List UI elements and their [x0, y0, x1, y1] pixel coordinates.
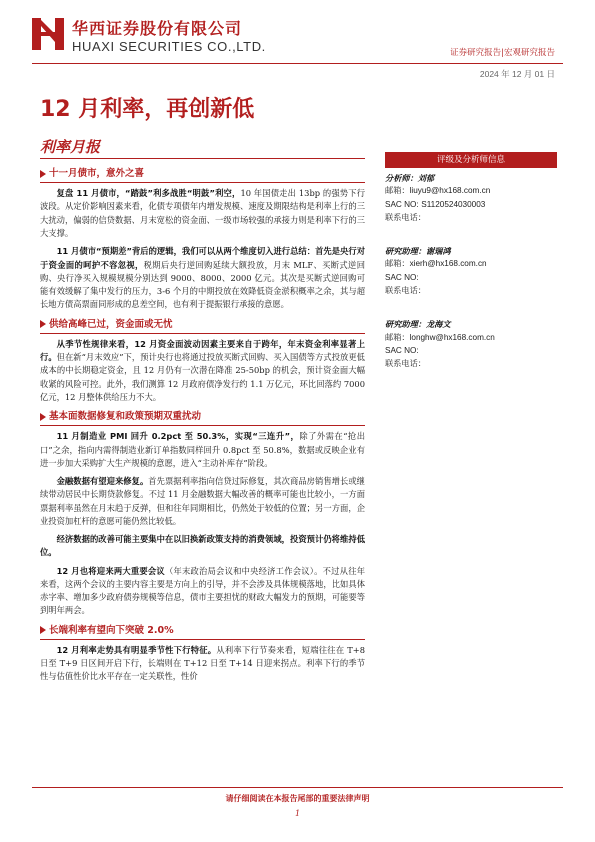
report-body [40, 163, 365, 689]
triangle-bullet-icon [40, 320, 46, 328]
footer-divider [32, 787, 563, 788]
analyst-name: 分析师：刘郁 [385, 173, 435, 183]
paragraph: 11 月债市“预期差”背后的逻辑，我们可以从两个维度切入进行总结：首先是央行对于资金面的呵护不容忽视，税期后央行逆回购延续大额投放，月末 MLF、买断式逆回购、央行净买入规模规模分别达到 9000、8000、2000 亿元。其次是买断式逆回购可能有效缓解了集中发行的压力，3-6 个月的中期投放在效降低资金淤积概率之余，其与超长地方债高票面同形成的息差空间，也有利于提振银行承接的意愿。 [40, 246, 365, 310]
analyst-card: 分析师：刘郁 邮箱：liuyu9@hx168.com.cn SAC NO: S1120524030003 联系电话： [385, 172, 557, 223]
page-number: 1 [294, 809, 301, 818]
section-title: 基本面数据修复和政策预期双重扰动 [40, 409, 365, 426]
company-name-en: HUAXI SECURITIES CO.,LTD. [72, 39, 266, 54]
header-divider [32, 63, 563, 64]
subtitle-divider [40, 158, 365, 159]
legal-disclaimer: 请仔细阅读在本报告尾部的重要法律声明 [225, 793, 370, 803]
paragraph: 经济数据的改善可能主要集中在以旧换新政策支持的消费领域，投资预计仍将维持低位。 [40, 534, 365, 558]
report-subtitle: 利率月报 [40, 138, 101, 156]
analyst-card: 研究助理：龙海文 邮箱：longhw@hx168.com.cn SAC NO: 联系电话： [385, 318, 557, 369]
analyst-card: 研究助理：谢瑞鸿 邮箱：xierh@hx168.com.cn SAC NO: 联系电话： [385, 245, 557, 296]
analyst-email[interactable]: longhw@hx168.com.cn [409, 332, 495, 342]
section-title: 十一月债市，意外之喜 [40, 166, 365, 183]
report-title: 12 月利率，再创新低 [40, 97, 255, 122]
analyst-email[interactable]: liuyu9@hx168.com.cn [409, 186, 491, 196]
section-title: 供给高峰已过，资金面或无忧 [40, 317, 365, 334]
report-date: 2024 年 12 月 01 日 [479, 69, 555, 79]
report-type: 证券研究报告|宏观研究报告 [450, 48, 555, 58]
triangle-bullet-icon [40, 626, 46, 634]
paragraph: 12 月利率走势具有明显季节性下行特征。从利率下行节奏来看，短端往往在 T+8 日至 T+9 日区间开启下行，长端则在 T+12 日至 T+14 日迎来拐点。利率下行的季节性与估值性价比水平存在一定关联性，性价 [40, 644, 366, 682]
triangle-bullet-icon [40, 413, 46, 421]
paragraph: 从季节性规律来看，12 月资金面波动因素主要来自于跨年，年末资金利率显著上行。但在新“月末效应”下，预计央行也将通过投放买断式回购、买入国债等方式投放更低成本的中长期稳定资金，且 12 月仍有一次潜在降准 25-50bp 的机会，预计资金面大幅收紧的风险可控。此外，我们测算 12 月政府债净发行约 1.1 万亿元，环比回落约 7000 亿元，12 月整体供给压力不大。 [40, 338, 365, 402]
analyst-phone: 联系电话： [385, 285, 426, 296]
section-title: 长端利率有望向下突破 2.0% [40, 623, 365, 640]
analyst-phone: 联系电话： [385, 358, 426, 369]
triangle-bullet-icon [40, 170, 46, 178]
paragraph: 金融数据有望迎来修复。首先票据利率指向信贷过际修复，其次商品房销售增长或继续带动居民中长期贷款修复。不过 11 月金融数据大幅改善的概率可能也比较小，一方面票据利率虽然在月末趋于反弹，但和往年同期相比，仍然处于较低的位置；另一方面，企业投资加杠杆的意愿可能仍然比较低。 [40, 476, 365, 526]
analyst-email[interactable]: xierh@hx168.com.cn [409, 259, 487, 269]
analyst-info-panel [385, 172, 557, 392]
analyst-phone: 联系电话： [385, 211, 426, 222]
paragraph: 11 月制造业 PMI 回升 0.2pct 至 50.3%，实现“三连升”，除了外需在“抢出口”之余，指向内需得制造业新订单指数同样回升 0.8pct 至 50.8%，数据或反映企业有进一步加大采购扩大生产规模的意愿，进入“主动补库存”阶段。 [40, 431, 365, 468]
company-name-cn: 华西证券股份有限公司 [72, 19, 243, 38]
huaxi-logo-icon [32, 16, 64, 52]
analyst-name: 研究助理：谢瑞鸿 [385, 246, 451, 257]
paragraph: 复盘 11 月债市，“踏鼓”利多战胜“明鼓”利空，10 年国债走出 13bp 的强势下行波段。从定价影响因素来看，化债专项债年内增发规模、速度及期限结构是利率上行的三大扰动，偏弱的信贷数据、月末宽松的资金面、一级市场较强的承接力则是利率下行的三大支撑。 [40, 188, 365, 238]
analyst-name: 研究助理：龙海文 [385, 319, 451, 330]
analyst-info-header: 评级及分析师信息 [385, 152, 557, 168]
analyst-sac: S1120524030003 [421, 199, 486, 209]
paragraph: 12 月也将迎来两大重要会议（年末政治局会议和中央经济工作会议）。不过从往年来看，这两个会议的主要内容主要是方向上的引导，并不会涉及具体规模落地，比如具体赤字率、增加多少政府债券规模等信息，债市主要担忧的财政大幅发力的预期，可能要等到明年两会。 [40, 565, 366, 616]
